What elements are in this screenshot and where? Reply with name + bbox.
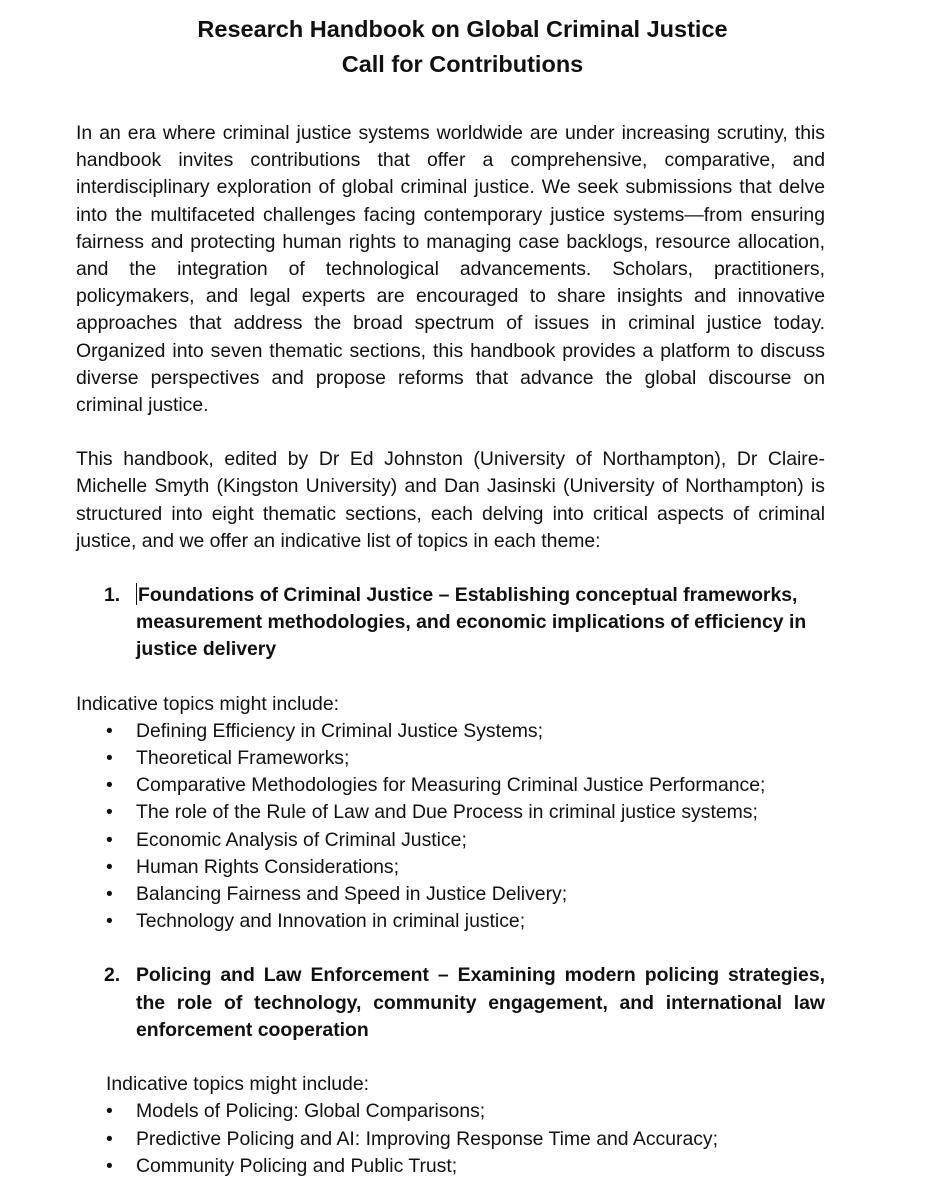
list-item	[76, 772, 825, 799]
bullet-icon: •	[106, 883, 113, 906]
list-item-text: Community Policing and Public Trust;	[136, 1154, 458, 1177]
bullet-icon: •	[106, 719, 113, 742]
bullet-icon: •	[106, 747, 113, 770]
list-item-text: Balancing Fairness and Speed in Justice Delivery;	[136, 883, 568, 906]
topic-list-1	[76, 718, 825, 936]
list-item	[76, 1153, 825, 1180]
bullet-icon: •	[106, 828, 113, 851]
list-item-text: Economic Analysis of Criminal Justice;	[136, 828, 467, 851]
list-item	[76, 827, 825, 854]
list-item	[76, 1098, 825, 1125]
title-line-2: Call for Contributions	[341, 51, 584, 77]
theme-number: 1.	[104, 584, 121, 607]
list-item	[76, 908, 825, 935]
theme-heading-2	[104, 962, 825, 1044]
theme-heading-1	[104, 582, 825, 664]
list-item-text: The role of the Rule of Law and Due Process in criminal justice systems;	[136, 801, 758, 824]
list-item	[76, 718, 825, 745]
list-item	[76, 745, 825, 772]
list-item-text: Models of Policing: Global Comparisons;	[136, 1100, 486, 1123]
list-item	[76, 1126, 825, 1153]
bullet-icon: •	[106, 774, 113, 797]
list-item	[76, 881, 825, 908]
intro-paragraph: In an era where criminal justice systems worldwide are under increasing scrutiny, this handbook invites contributions that offer a comprehensive, comparative, and interdisciplinary exploration of global criminal justice. We seek submissions that delve into the multifaceted challenges facing contemporary justice systems—from ensuring fairness and protecting human rights to managing case backlogs, resource allocation, and the integration of technological advancements. Scholars, practitioners, policymakers, and legal experts are encouraged to share insights and innovative approaches that address the broad spectrum of issues in criminal justice today. Organized into seven thematic sections, this handbook provides a platform to discuss diverse perspectives and propose reforms that advance the global discourse on criminal justice.	[76, 122, 825, 417]
bullet-icon: •	[106, 1127, 113, 1150]
list-item-text: Comparative Methodologies for Measuring Criminal Justice Performance;	[136, 774, 766, 797]
bullet-icon: •	[106, 1100, 113, 1123]
list-item-text: Technology and Innovation in criminal justice;	[136, 910, 526, 933]
topic-list-2	[76, 1098, 825, 1180]
text-cursor	[136, 583, 137, 605]
bullet-icon: •	[106, 910, 113, 933]
document-title	[76, 12, 825, 82]
theme-heading-label: Foundations of Criminal Justice – Establishing conceptual frameworks, measurement methodologies, and economic implications of efficiency in justice delivery	[136, 584, 807, 661]
bullet-icon: •	[106, 855, 113, 878]
list-item-text: Human Rights Considerations;	[136, 855, 399, 878]
indicative-topics-label: Indicative topics might include:	[76, 692, 339, 715]
list-item-text: Predictive Policing and AI: Improving Response Time and Accuracy;	[136, 1127, 719, 1150]
theme-heading-text	[136, 582, 825, 664]
title-line-1: Research Handbook on Global Criminal Justice	[197, 16, 728, 42]
bullet-icon: •	[106, 801, 113, 824]
list-item-text: Defining Efficiency in Criminal Justice Systems;	[136, 719, 543, 742]
list-item	[76, 854, 825, 881]
bullet-icon: •	[106, 1154, 113, 1177]
theme-heading-label: Policing and Law Enforcement – Examining modern policing strategies, the role of technology, community engagement, and international law enforcement cooperation	[136, 964, 825, 1041]
theme-number: 2.	[104, 964, 121, 987]
list-item-text: Theoretical Frameworks;	[136, 747, 350, 770]
indicative-topics-label: Indicative topics might include:	[106, 1073, 369, 1096]
list-item	[76, 799, 825, 826]
structure-paragraph: This handbook, edited by Dr Ed Johnston (University of Northampton), Dr Claire-Michelle Smyth (Kingston University) and Dan Jasinski (University of Northampton) is structured into eight thematic sections, each delving into critical aspects of criminal justice, and we offer an indicative list of topics in each theme:	[76, 448, 825, 552]
